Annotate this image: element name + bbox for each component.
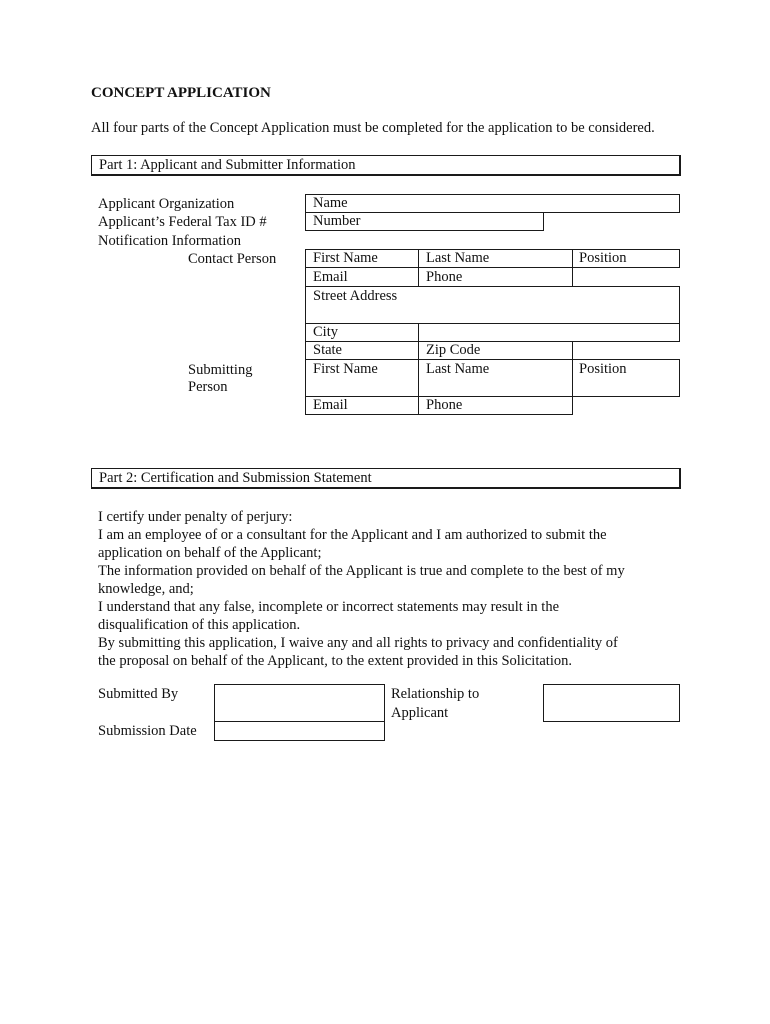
contact-position-label: Position bbox=[579, 250, 627, 266]
statement-line: The information provided on behalf of the Applicant is true and complete to the best of my bbox=[98, 563, 625, 579]
part1-header bbox=[91, 155, 681, 176]
page-title: CONCEPT APPLICATION bbox=[91, 85, 271, 101]
statement-line: I certify under penalty of perjury: bbox=[98, 509, 293, 525]
notification-label: Notification Information bbox=[98, 233, 241, 249]
relationship-field[interactable] bbox=[543, 684, 680, 722]
statement-line: By submitting this application, I waive any and all rights to privacy and confidentiality of bbox=[98, 635, 618, 651]
city-label: City bbox=[313, 324, 338, 340]
number-field-label: Number bbox=[313, 213, 361, 229]
submitter-email-label: Email bbox=[313, 397, 348, 413]
submitter-phone-field[interactable] bbox=[418, 396, 573, 415]
contact-last-name-label: Last Name bbox=[426, 250, 490, 266]
contact-first-name-label: First Name bbox=[313, 250, 378, 266]
submitter-last-name-label: Last Name bbox=[426, 361, 490, 377]
statement-line: application on behalf of the Applicant; bbox=[98, 545, 322, 561]
contact-email-field[interactable] bbox=[305, 267, 419, 287]
submitter-first-name-field[interactable] bbox=[305, 359, 419, 397]
submitter-position-field[interactable] bbox=[572, 359, 680, 397]
certification-statement bbox=[98, 508, 668, 670]
contact-first-name-field[interactable] bbox=[305, 249, 419, 268]
part2-header-label: Part 2: Certification and Submission Statement bbox=[99, 470, 372, 486]
applicant-name-field[interactable] bbox=[305, 194, 680, 213]
zip-code-label: Zip Code bbox=[426, 342, 481, 358]
street-address-label: Street Address bbox=[313, 288, 398, 304]
applicant-org-label: Applicant Organization bbox=[98, 196, 235, 212]
submitting-label-line2: Person bbox=[188, 379, 228, 395]
statement-line: knowledge, and; bbox=[98, 581, 194, 597]
contact-person-label: Contact Person bbox=[188, 251, 277, 267]
statement-line: I am an employee of or a consultant for the Applicant and I am authorized to submit the bbox=[98, 527, 607, 543]
submitted-by-field[interactable] bbox=[214, 684, 385, 722]
relationship-label-line2: Applicant bbox=[391, 705, 449, 721]
contact-position-field[interactable] bbox=[572, 249, 680, 268]
state-label: State bbox=[313, 342, 342, 358]
submitter-phone-label: Phone bbox=[426, 397, 463, 413]
statement-line: I understand that any false, incomplete or incorrect statements may result in the bbox=[98, 599, 560, 615]
zip-code-field[interactable] bbox=[418, 341, 573, 360]
intro-text: All four parts of the Concept Application must be completed for the application to be considered. bbox=[91, 120, 655, 136]
street-address-field[interactable] bbox=[305, 286, 680, 324]
relationship-label-line1: Relationship to bbox=[391, 686, 480, 702]
submission-date-label: Submission Date bbox=[98, 723, 197, 739]
contact-phone-field[interactable] bbox=[418, 267, 573, 287]
state-field[interactable] bbox=[305, 341, 419, 360]
part1-header-label: Part 1: Applicant and Submitter Information bbox=[99, 157, 356, 173]
submitter-last-name-field[interactable] bbox=[418, 359, 573, 397]
submitter-email-field[interactable] bbox=[305, 396, 419, 415]
submitted-by-label: Submitted By bbox=[98, 686, 179, 702]
name-field-label: Name bbox=[313, 195, 348, 211]
tax-id-field[interactable] bbox=[305, 212, 544, 231]
city-value-field[interactable] bbox=[418, 323, 680, 342]
submission-date-field[interactable] bbox=[214, 721, 385, 741]
statement-line: the proposal on behalf of the Applicant, to the extent provided in this Solicitation. bbox=[98, 653, 572, 669]
contact-last-name-field[interactable] bbox=[418, 249, 573, 268]
submitting-label-line1: Submitting bbox=[188, 362, 253, 378]
submitter-position-label: Position bbox=[579, 361, 627, 377]
contact-phone-label: Phone bbox=[426, 269, 463, 285]
submitter-first-name-label: First Name bbox=[313, 361, 378, 377]
tax-id-label: Applicant’s Federal Tax ID # bbox=[98, 214, 267, 230]
statement-line: disqualification of this application. bbox=[98, 617, 301, 633]
part2-header bbox=[91, 468, 681, 489]
city-field[interactable] bbox=[305, 323, 419, 342]
contact-email-label: Email bbox=[313, 269, 348, 285]
